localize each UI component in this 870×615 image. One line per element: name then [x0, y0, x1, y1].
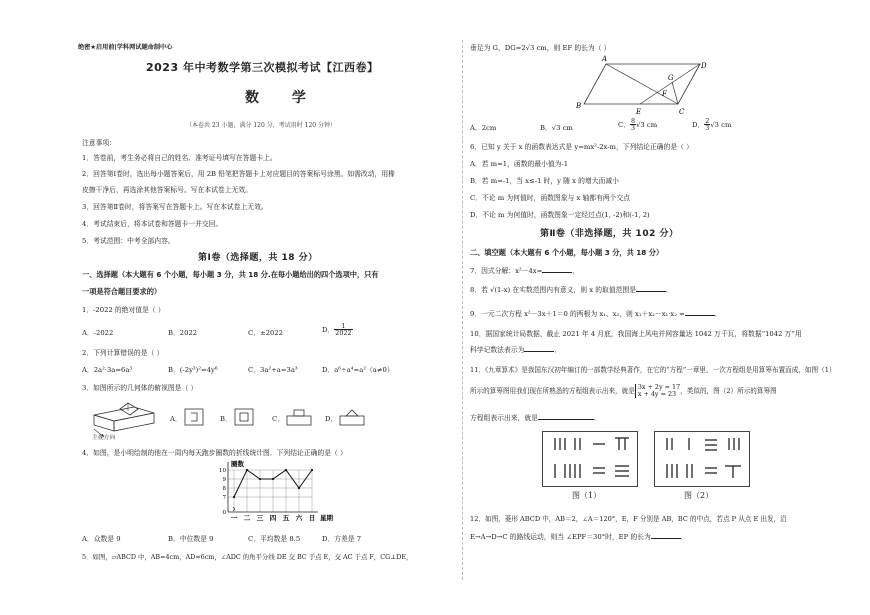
q6-stem: 6．已知 y 关于 x 的函数表达式是 y=mx²-2x-m，下列结论正确的是（ ） [470, 143, 693, 151]
x-tick-label: 三 [256, 514, 264, 522]
q7-answer-blank[interactable] [542, 267, 572, 273]
part1-intro: 一项是符合题目要求的） [82, 287, 162, 296]
q6-option-a[interactable]: A．若 m=1，函数的最小值为-1 [470, 160, 569, 168]
left-column [78, 0, 458, 615]
part2-intro: 二、填空题（本大题有 6 个小题，每小题 3 分，共 18 分） [470, 248, 664, 257]
q10-line2: 科学记数法表示为 ． [470, 346, 562, 354]
q5-parallelogram-figure [576, 54, 712, 116]
x-tick-label: 二 [243, 514, 251, 522]
q12-line1: 12．如图，菱形 ABCD 中，AB＝2，∠A＝120°，E，F 分别是 AB，BC 的中点，若点 P 从点 E 出发，沿 [470, 515, 787, 523]
q9-answer-blank[interactable] [685, 310, 715, 316]
y-tick-label: 7 [222, 495, 226, 501]
q7-text: 7．因式分解：x²－4x= ． [470, 267, 580, 275]
q2-stem: 2．下列计算错误的是（ ） [82, 349, 164, 357]
q3-option-b[interactable]: B． [220, 415, 232, 423]
q1-d-fraction: $\frac{1}{2022}$ [335, 322, 352, 338]
q11-answer-blank[interactable] [538, 414, 594, 420]
q6-option-d[interactable]: D．不论 m 为何值时，函数图象一定经过点(1, -2)和(-1, 2) [470, 211, 650, 219]
q3-main-view-label: 主视方向 [92, 435, 116, 441]
q5-label-d: D [701, 62, 707, 70]
q2-option-c[interactable]: C．3a²+a=3a³ [248, 366, 298, 374]
part1-intro: 一、选择题（本大题有 6 个小题，每小题 3 分，共 18 分.在每小题给出的四个选项中，只有 [82, 270, 379, 279]
chart-y-label: 圈数 [231, 460, 244, 468]
chart-x-label: 星期 [320, 514, 333, 522]
q3-stem: 3．如图所示的几何体的俯视图是（ ） [82, 384, 198, 392]
q2-option-b[interactable]: B．(-2y³)²=4y⁶ [168, 366, 218, 374]
exam-meta: （本卷共 23 小题，满分 120 分，考试用时 120 分钟） [186, 122, 336, 129]
x-tick-label: 日 [308, 514, 316, 522]
q5-label-a: A [602, 55, 608, 63]
note-item: 3．回答第Ⅱ卷时，将答案写在答题卡上。写在本试卷上无效。 [82, 203, 268, 211]
data-point [298, 487, 300, 489]
q5-label-e: E [636, 108, 642, 116]
x-tick-label: 五 [282, 514, 290, 522]
q5-option-b[interactable]: B．√3 cm [540, 124, 573, 132]
q9-text: 9．一元二次方程 x²－3x＋1＝0 的两根为 x₁、x₂，则 x₁＋x₂－x₁·x₂ = ． [470, 310, 722, 318]
q5-option-d[interactable]: D． $\frac{2}{3}$ √3 cm [692, 117, 732, 133]
subject-title: 数 学 [245, 90, 320, 106]
x-tick-label: 六 [295, 514, 303, 522]
q11-figure-2-caption: 图（2） [684, 491, 714, 500]
y-tick-label: 8 [222, 486, 226, 492]
q11-rod-figure-2 [654, 431, 750, 487]
q4-stem: 4．如图，是小明绘制的他在一周内每天跑步圈数的折线统计图．下列结论正确的是（ ） [82, 449, 347, 457]
q4-option-d[interactable]: D．方差是 7 [322, 535, 362, 543]
q5-label-g: G [668, 74, 674, 82]
q12-line2: E→A→D→C 的路线运动，则当 ∠EPF＝30°时，EP 的长为 ． [470, 533, 688, 541]
q6-option-b[interactable]: B．若 m=-1，当 x≤-1 时，y 随 x 的增大而减小 [470, 177, 619, 185]
q6-option-c[interactable]: C．不论 m 为何值时，函数图象与 x 轴都有两个交点 [470, 194, 631, 202]
q11-equation-system: 3x + 2y = 17 x + 4y = 23 [635, 384, 680, 398]
x-tick-label: 一 [230, 514, 238, 522]
q3-option-c-figure [286, 408, 312, 428]
column-divider [462, 40, 463, 580]
q12-answer-blank[interactable] [651, 533, 681, 539]
q10-answer-blank[interactable] [524, 346, 554, 352]
q3-option-a[interactable]: A． [170, 415, 182, 423]
q1-stem: 1．-2022 的绝对值是（ ） [82, 306, 165, 314]
data-point [259, 478, 261, 480]
note-item: 2．回答第Ⅰ卷时，选出每小题答案后，用 2B 铅笔把答题卡上对应题目的答案标号涂黑。如需改动，用橡 [82, 170, 395, 178]
q3-option-a-figure [184, 408, 206, 428]
q3-option-d[interactable]: D． [325, 415, 338, 423]
q11-line3: 方程组表示出来，就是 ． [470, 414, 601, 422]
q5-cont-line: 垂足为 G，DG=2√3 cm，则 EF 的长为（ ） [470, 44, 611, 52]
data-point [246, 469, 248, 471]
data-point [285, 469, 287, 471]
q11-figure-1-caption: 图（1） [572, 491, 602, 500]
q4-option-a[interactable]: A．众数是 9 [82, 535, 121, 543]
q11-line2: 所示的算筹图用我们现在所熟悉的方程组表示出来，就是3x + 2y = 17 x + 4y = 23 ，类似的，图（2）所示的算筹图 [470, 383, 777, 399]
notes-heading: 注意事项： [82, 139, 116, 147]
q5-option-a[interactable]: A．2cm [470, 124, 497, 132]
q3-option-d-figure [339, 408, 365, 428]
q1-option-b[interactable]: B．2022 [168, 329, 198, 337]
q5-label-b: B [576, 102, 582, 110]
note-item: 1．答卷前，考生务必将自己的姓名、准考证号填写在答题卡上。 [82, 154, 277, 162]
q5-label-f: F [662, 90, 667, 98]
x-tick-label: 四 [269, 514, 277, 522]
q4-option-c[interactable]: C．平均数是 8.5 [248, 535, 301, 543]
part1-heading: 第Ⅰ卷（选择题，共 18 分） [198, 253, 318, 263]
q10-line1: 10．据国家统计局数据，截止 2021 年 4 月底，我国海上风电并网容量达 1042 万千瓦，将数据“1042 万”用 [470, 330, 802, 338]
y-tick-label: 0 [222, 510, 226, 516]
q1-option-a[interactable]: A．-2022 [82, 329, 114, 337]
q4-option-b[interactable]: B．中位数是 9 [168, 535, 214, 543]
note-item: 4．考试结束后，将本试卷和答题卡一并交回。 [82, 220, 223, 228]
y-tick-label: 9 [222, 477, 226, 483]
q3-option-b-figure [234, 408, 256, 428]
q1-d-prefix: D． [322, 325, 335, 334]
note-item: 5．考试范围：中考全部内容。 [82, 237, 175, 245]
right-column [470, 0, 836, 615]
note-item: 皮擦干净后，再选涂其他答案标号。写在本试卷上无效。 [82, 186, 252, 194]
q5-label-c: C [679, 108, 685, 116]
q1-option-c[interactable]: C．±2022 [248, 329, 283, 337]
chart-y-ticks [219, 468, 227, 516]
q2-option-d[interactable]: D．a⁶÷a⁴=a²（a≠0） [322, 366, 394, 374]
q5-option-c[interactable]: C． $\frac{8}{3}$ √3 cm [618, 117, 658, 133]
q8-text: 8．若 √(1-x) 在实数范围内有意义，则 x 的取值范围是 ． [470, 286, 673, 294]
q4-line-chart [212, 460, 342, 526]
data-point [233, 496, 235, 498]
q3-option-c[interactable]: C． [272, 415, 284, 423]
y-tick-label: 10 [219, 468, 226, 474]
secret-label: 绝密★启用前|学科网试题命制中心 [78, 44, 173, 51]
part2-heading: 第Ⅱ卷（非选择题，共 102 分） [540, 229, 679, 239]
data-point [311, 469, 313, 471]
q11-line1: 11．《九章算术》是我国东汉初年编订的一部数学经典著作，在它的“方程”一章里，一次方程组是用算筹布置而成，如图（1） [470, 366, 836, 374]
exam-title: 2023 年中考数学第三次模拟考试【江西卷】 [146, 61, 379, 74]
q5-stem: 5．如图，▱ABCD 中，AB=4cm，AD=6cm，∠ADC 的角平分线 DE 交 BC 于点 E，交 AC 于点 F，CG⊥DE， [82, 553, 413, 561]
data-point [272, 478, 274, 480]
chart-x-ticks [231, 513, 316, 522]
chart-grid [228, 470, 312, 512]
q1-option-d[interactable] [322, 323, 353, 337]
q11-rod-figure-1 [542, 431, 638, 487]
q8-answer-blank[interactable] [636, 286, 666, 292]
q2-option-a[interactable]: A．2a²·3a=6a³ [82, 366, 133, 374]
